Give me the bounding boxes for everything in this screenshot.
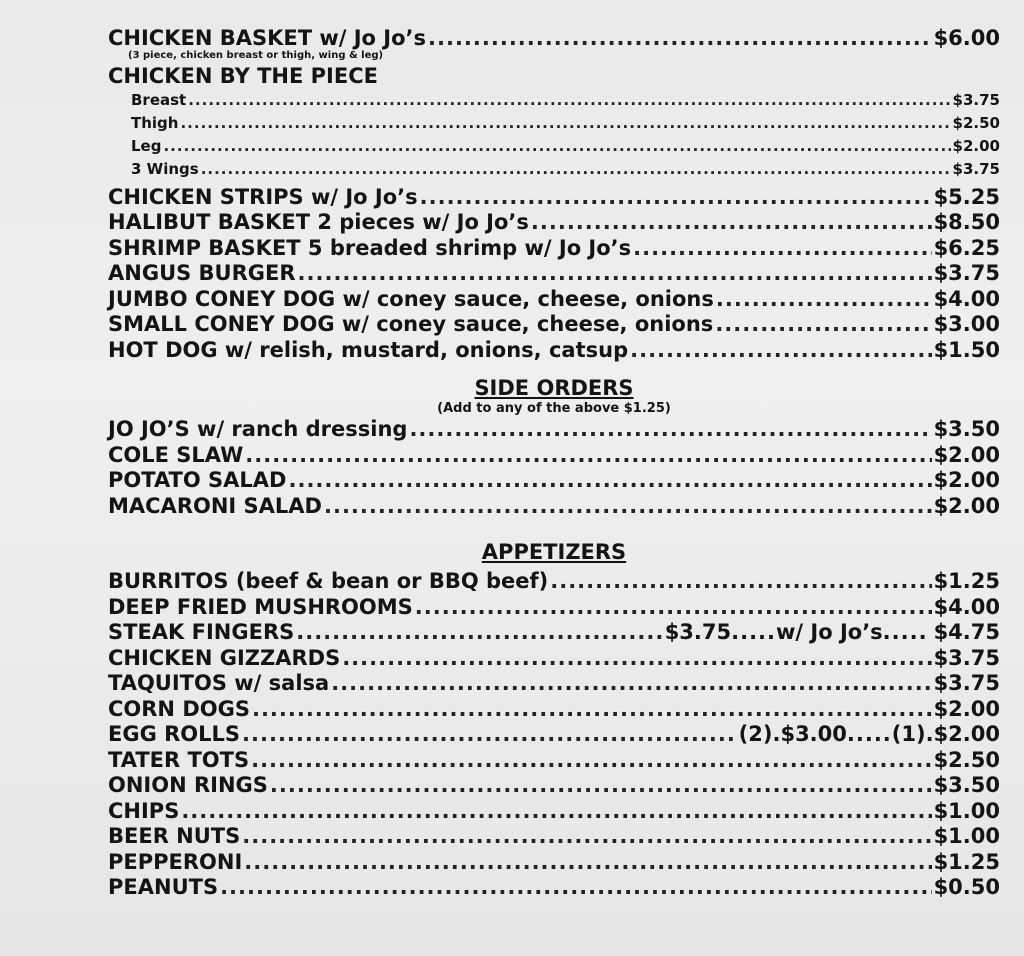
dot-leader <box>531 210 932 236</box>
dot-leader <box>180 112 950 135</box>
item-price: $2.00 <box>933 442 1000 467</box>
item-label: PEPPERONI <box>108 849 243 874</box>
dot-leader <box>244 850 931 876</box>
dot-leader <box>245 443 931 469</box>
item-label: 3 Wings <box>131 159 199 178</box>
dot-leader <box>633 236 931 262</box>
menu-item-beer-nuts <box>108 824 1000 850</box>
item-price: $3.75 <box>933 261 1000 285</box>
item-price: $2.50 <box>952 113 1000 132</box>
item-label: EGG ROLLS <box>108 722 241 746</box>
dot-leader <box>716 287 932 313</box>
menu-item-thigh <box>108 112 1000 135</box>
item-label: HOT DOG w/ relish, mustard, onions, catsup <box>108 337 629 362</box>
dot-leader <box>550 569 931 595</box>
menu-item-macaroni-salad <box>108 494 1000 520</box>
dot-leader <box>342 646 931 672</box>
item-price: $2.00 <box>952 136 1000 155</box>
item-label: Breast <box>131 90 187 109</box>
dot-leader <box>181 799 931 825</box>
side-orders-note: (Add to any of the above $1.25) <box>437 401 671 416</box>
item-alt-price <box>665 620 928 646</box>
item-price: $1.25 <box>933 849 1000 874</box>
item-price: $3.75 <box>952 159 1000 178</box>
item-price: $1.25 <box>933 569 1000 593</box>
menu-item-potato-salad <box>108 468 1000 494</box>
dot-leader <box>188 89 950 112</box>
item-price: $3.50 <box>933 773 1000 797</box>
menu-item-chicken-basket <box>108 26 1000 52</box>
dot-leader <box>331 671 931 697</box>
alt-price-value: (2).$3.00 <box>738 722 847 746</box>
item-label: Leg <box>131 136 162 155</box>
item-price: $3.75 <box>952 90 1000 109</box>
dot-leader <box>409 417 931 443</box>
item-label: STEAK FINGERS <box>108 620 295 644</box>
item-price: $0.50 <box>933 875 1000 899</box>
menu-item-angus-burger <box>108 261 1000 287</box>
item-price: $8.50 <box>933 210 1000 234</box>
dot-leader <box>298 261 932 287</box>
dot-leader <box>242 722 737 748</box>
menu-item-hot-dog <box>108 338 1000 364</box>
item-price: $6.25 <box>933 235 1000 260</box>
item-price: $4.00 <box>933 594 1000 619</box>
item-price: $1.00 <box>933 798 1000 823</box>
dot-leader <box>715 312 931 338</box>
dot-leader <box>630 338 931 364</box>
item-label: TAQUITOS w/ salsa <box>108 671 330 695</box>
menu-item-egg-rolls <box>108 722 1000 748</box>
item-label: BURRITOS (beef & bean or BBQ beef) <box>108 569 549 593</box>
item-price: $2.50 <box>933 747 1000 772</box>
menu-item-tater-tots <box>108 748 1000 774</box>
dot-leader <box>252 697 932 723</box>
dot-leader <box>415 595 932 621</box>
item-price: $2.00 <box>933 468 1000 492</box>
dot-leader <box>289 468 932 494</box>
item-label: CHICKEN STRIPS w/ Jo Jo’s <box>108 184 418 209</box>
item-label: MACARONI SALAD <box>108 493 322 518</box>
item-alt-price <box>739 722 926 748</box>
menu-item-3-wings <box>108 158 1000 181</box>
item-label: HALIBUT BASKET 2 pieces w/ Jo Jo’s <box>108 210 529 234</box>
item-label: CHIPS <box>108 798 180 823</box>
item-label: TATER TOTS <box>108 747 250 772</box>
menu-item-peanuts <box>108 875 1000 901</box>
menu-item-chicken-gizzards <box>108 646 1000 672</box>
dot-leader <box>324 494 932 520</box>
dot-leader <box>201 158 951 181</box>
item-label: SHRIMP BASKET 5 breaded shrimp w/ Jo Jo’s <box>108 235 632 260</box>
menu-item-leg <box>108 135 1000 158</box>
menu-item-corn-dogs <box>108 697 1000 723</box>
item-note: (3 piece, chicken breast or thigh, wing & leg) <box>128 49 384 61</box>
dot-leader <box>428 26 932 52</box>
menu-item-deep-fried-mushrooms <box>108 595 1000 621</box>
menu-item-steak-fingers <box>108 620 1000 646</box>
dot-leader <box>731 620 776 644</box>
dot-leader <box>251 748 931 774</box>
dot-leader <box>242 824 931 850</box>
menu-item-shrimp-basket <box>108 236 1000 262</box>
menu-item-small-coney-dog <box>108 312 1000 338</box>
dot-leader <box>420 185 932 211</box>
item-label: Thigh <box>131 113 179 132</box>
menu-item-pepperoni <box>108 850 1000 876</box>
item-price: $4.75 <box>933 620 1000 644</box>
category-title: CHICKEN BY THE PIECE <box>108 63 378 88</box>
menu-item-chicken-strips <box>108 185 1000 211</box>
item-label: CORN DOGS <box>108 696 250 721</box>
item-label: JO JO’S w/ ranch dressing <box>108 417 408 441</box>
item-label: POTATO SALAD <box>108 468 287 492</box>
item-price: $3.75 <box>933 671 1000 695</box>
alt-price-label: (1) <box>891 722 926 746</box>
section-title-side-orders: SIDE ORDERS <box>474 376 634 400</box>
item-label: CHICKEN BASKET w/ Jo Jo’s <box>108 26 427 50</box>
item-label: DEEP FRIED MUSHROOMS <box>108 594 413 619</box>
item-label: BEER NUTS <box>108 824 241 848</box>
item-price: $5.25 <box>933 184 1000 209</box>
menu-item-chips <box>108 799 1000 825</box>
dot-leader <box>847 722 892 746</box>
item-price: $1.50 <box>933 337 1000 362</box>
item-price: $4.00 <box>933 286 1000 311</box>
menu-item-halibut-basket <box>108 210 1000 236</box>
alt-price-label: w/ Jo Jo’s <box>776 620 883 644</box>
item-price: $3.50 <box>933 417 1000 441</box>
menu-item-breast <box>108 89 1000 112</box>
item-price: $6.00 <box>933 26 1000 50</box>
item-label: CHICKEN GIZZARDS <box>108 645 341 670</box>
item-label: ONION RINGS <box>108 773 268 797</box>
section-title-appetizers: APPETIZERS <box>481 540 627 564</box>
dot-leader <box>296 620 662 646</box>
item-price: $2.00 <box>933 696 1000 721</box>
dot-leader <box>163 135 950 158</box>
alt-price-value: $3.75 <box>664 620 732 644</box>
menu-item-jumbo-coney-dog <box>108 287 1000 313</box>
item-label: PEANUTS <box>108 875 219 899</box>
menu-item-taquitos <box>108 671 1000 697</box>
dot-leader <box>270 773 932 799</box>
item-label: ANGUS BURGER <box>108 261 296 285</box>
item-price: $2.00 <box>933 493 1000 518</box>
dot-leader <box>220 875 931 901</box>
item-price: $3.75 <box>933 645 1000 670</box>
item-price: $1.00 <box>933 824 1000 848</box>
menu-item-cole-slaw <box>108 443 1000 469</box>
menu-item-onion-rings <box>108 773 1000 799</box>
item-label: COLE SLAW <box>108 442 244 467</box>
item-price: .$2.00 <box>925 722 1000 746</box>
item-price: $3.00 <box>933 312 1000 336</box>
menu-item-burritos <box>108 569 1000 595</box>
item-label: SMALL CONEY DOG w/ coney sauce, cheese, onions <box>108 312 714 336</box>
menu-item-jo-jos <box>108 417 1000 443</box>
dot-leader <box>883 620 928 644</box>
item-label: JUMBO CONEY DOG w/ coney sauce, cheese, onions <box>108 286 714 311</box>
menu-sheet <box>108 26 1000 901</box>
